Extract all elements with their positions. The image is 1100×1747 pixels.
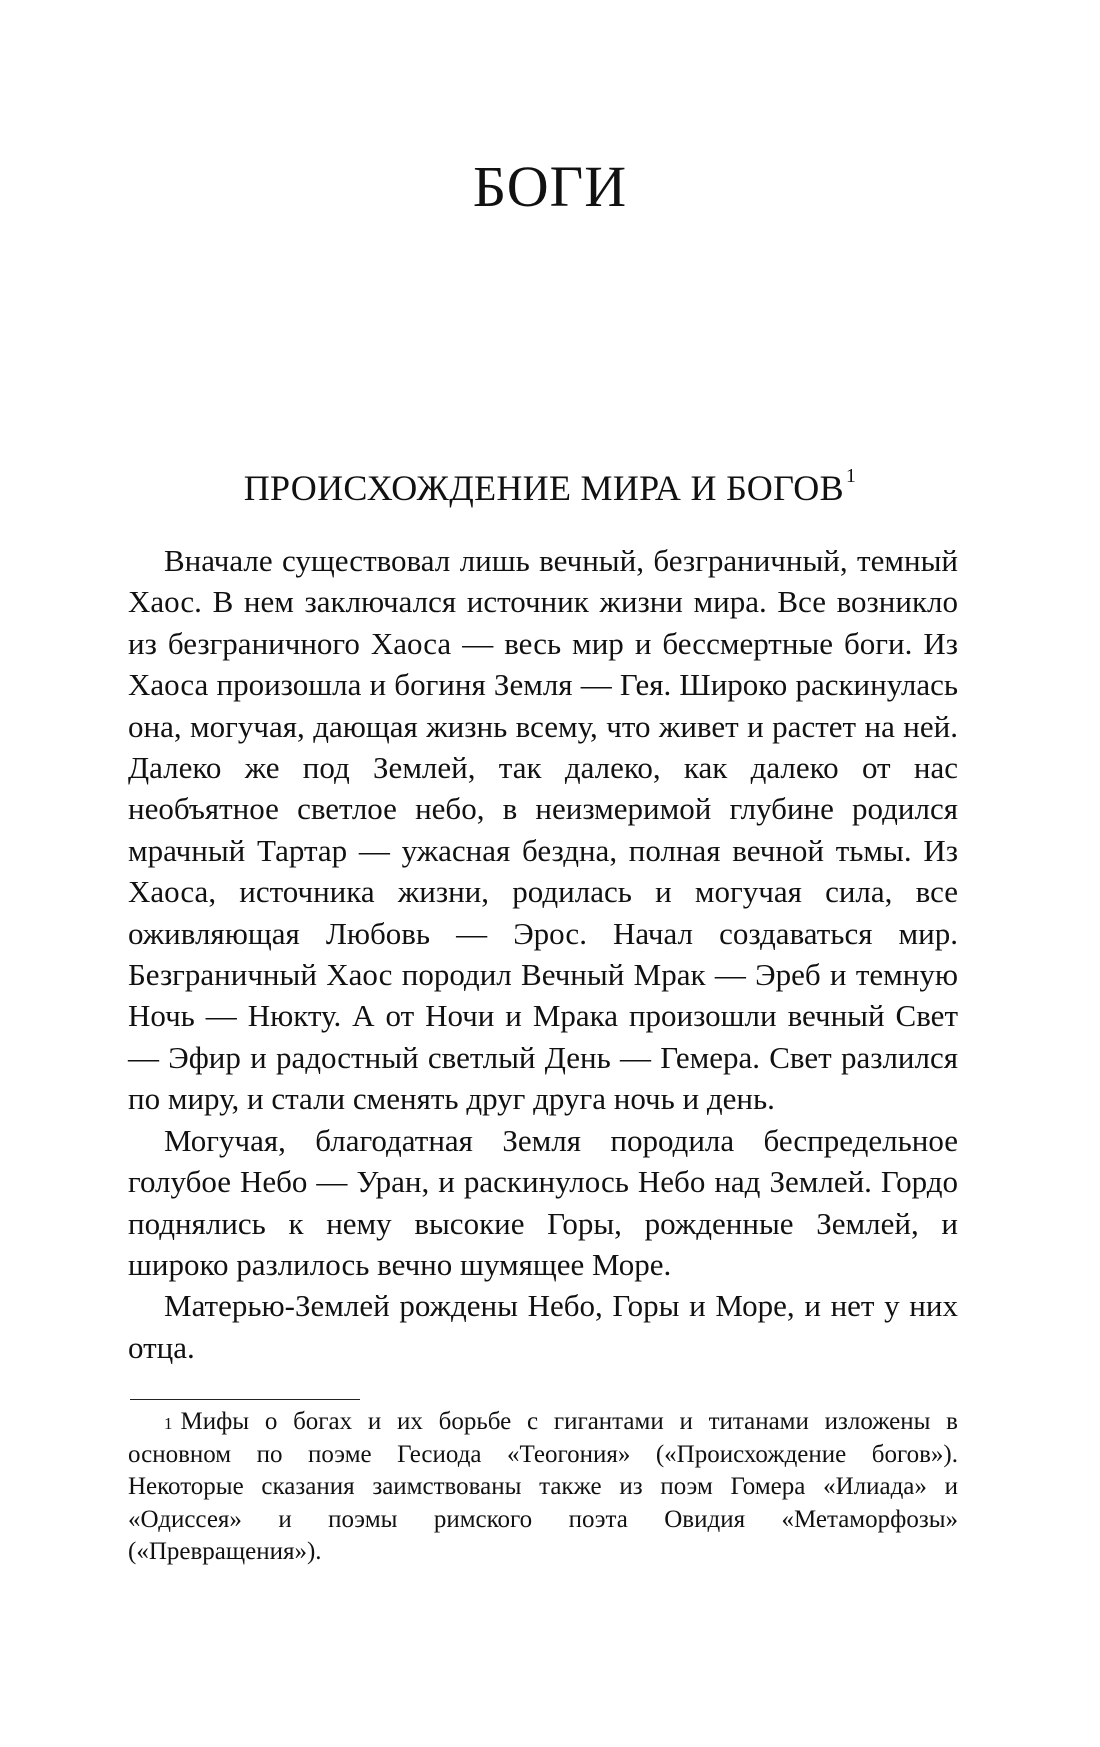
footnote-text: Мифы о богах и их борьбе с гигантами и титанами изложены в основном по поэме Гесиода «Теогония» («Происхождение богов»). Некоторые сказания заимствованы также из поэм Гомера «Илиада» и «Одиссея» и поэмы римского поэта Овидия «Метаморфозы» («Превращения»). bbox=[128, 1408, 958, 1565]
paragraph-2: Могучая, благодатная Земля породила беспредельное голубое Небо — Уран, и раскинулось Небо над Землей. Гордо поднялись к нему высокие Горы, рожденные Землей, и широко разлилось вечно шумящее Море. bbox=[128, 1122, 958, 1282]
paragraph-3: Матерью-Землей рождены Небо, Горы и Море, и нет у них отца. bbox=[128, 1288, 958, 1365]
part-title: БОГИ bbox=[472, 154, 628, 219]
footnote-mark: 1 bbox=[164, 1414, 173, 1433]
footnote bbox=[128, 1406, 958, 1569]
body-text bbox=[128, 540, 958, 1368]
paragraph-1: Вначале существовал лишь вечный, безграничный, темный Хаос. В нем заключался источник жизни мира. Все возникло из безграничного Хаоса — весь мир и бессмертные боги. Из Хаоса произошла и богиня Земля — Гея. Широко раскинулась она, могучая, дающая жизнь всему, что живет и растет на ней. Далеко же под Землей, так далеко, как далеко от нас необъятное светлое небо, в неизмеримой глубине родился мрачный Тартар — ужасная бездна, полная вечной тьмы. Из Хаоса, источника жизни, родилась и могучая сила, все оживляющая Любовь — Эрос. Начал создаваться мир. Безграничный Хаос породил Вечный Мрак — Эреб и темную Ночь — Нюкту. А от Ночи и Мрака произошли вечный Свет — Эфир и радостный светлый День — Гемера. Свет разлился по миру, и стали сменять друг друга ночь и день. bbox=[128, 543, 958, 1117]
chapter-title-text: ПРОИСХОЖДЕНИЕ МИРА И БОГОВ bbox=[243, 468, 844, 508]
footnote-divider bbox=[130, 1399, 360, 1400]
chapter-title bbox=[0, 465, 1100, 508]
footnote-reference: 1 bbox=[845, 465, 857, 487]
